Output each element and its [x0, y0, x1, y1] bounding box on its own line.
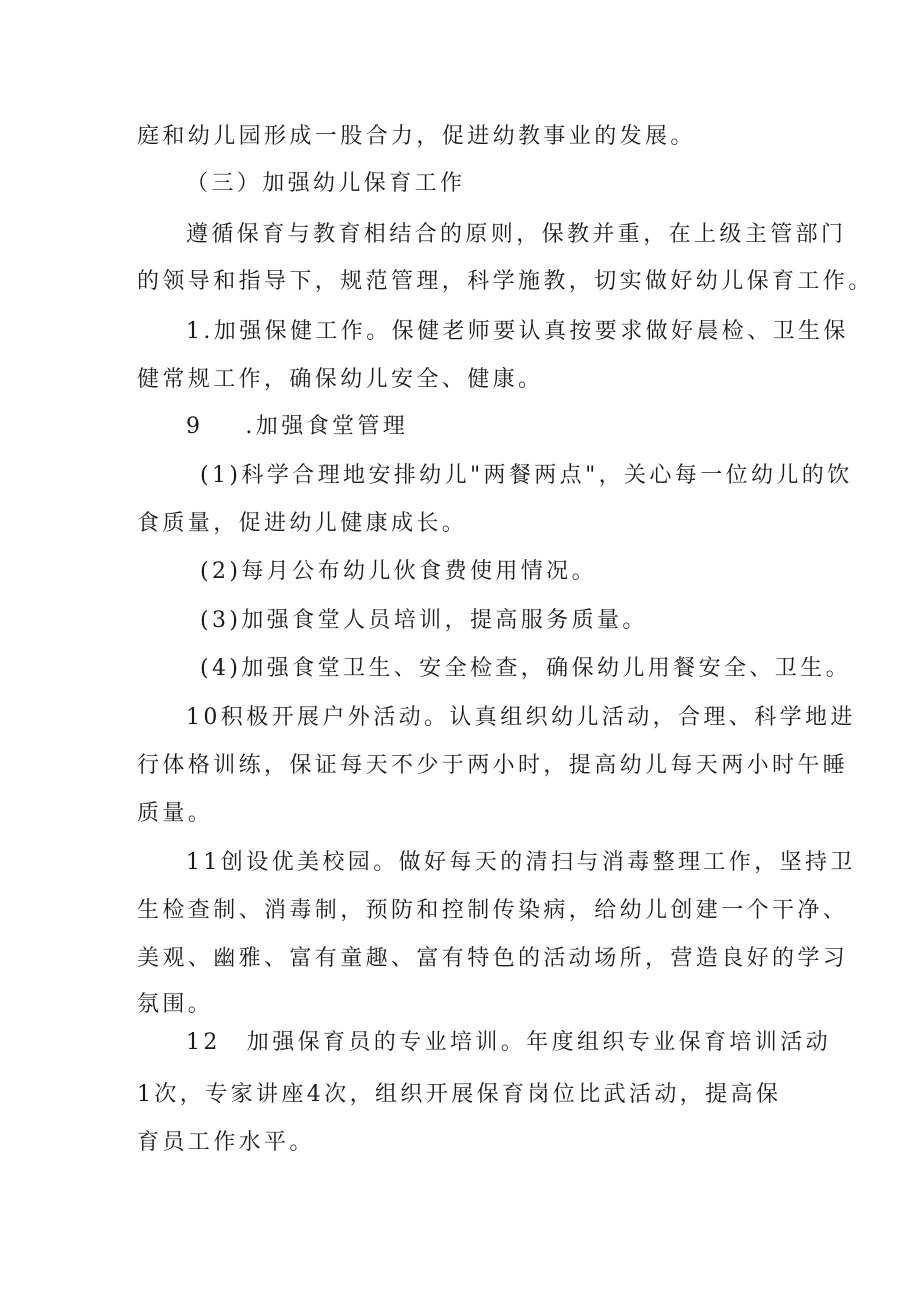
text-line: 庭和幼儿园形成一股合力，促进幼教事业的发展。	[137, 124, 696, 149]
text-line: 氛围。	[137, 992, 214, 1017]
text-line: 11创设优美校园。做好每天的清扫与消毒整理工作，坚持卫	[186, 850, 856, 875]
text-line: (4)加强食堂卫生、安全检查，确保幼儿用餐安全、卫生。	[200, 656, 851, 681]
text-line: 健常规工作，确保幼儿安全、健康。	[137, 367, 544, 392]
text-line: 1次，专家讲座4次，组织开展保育岗位比武活动，提高保	[137, 1082, 782, 1107]
text-line: 质量。	[137, 801, 214, 826]
text-line: 遵循保育与教育相结合的原则，保教并重，在上级主管部门	[186, 222, 847, 247]
text-line: 10积极开展户外活动。认真组织幼儿活动，合理、科学地进	[186, 705, 856, 730]
item-text: .加强食堂管理	[245, 414, 409, 439]
text-line: 的领导和指导下，规范管理，科学施教，切实做好幼儿保育工作。	[137, 269, 874, 294]
text-line: 行体格训练，保证每天不少于两小时，提高幼儿每天两小时午睡	[137, 753, 849, 778]
numbered-heading	[186, 413, 408, 441]
numbered-heading	[186, 1029, 831, 1057]
text-line: (2)每月公布幼儿伙食费使用情况。	[200, 559, 597, 584]
text-line: 育员工作水平。	[137, 1130, 315, 1155]
text-line: (3)加强食堂人员培训，提高服务质量。	[200, 608, 648, 633]
text-line: 生检查制、消毒制，预防和控制传染病，给幼儿创建一个干净、	[137, 898, 849, 923]
text-line: 美观、幽雅、富有童趣、富有特色的活动场所，营造良好的学习	[137, 946, 849, 971]
item-text: 加强保育员的专业培训。年度组织专业保育培训活动	[246, 1030, 831, 1055]
text-line: (1)科学合理地安排幼儿"两餐两点"，关心每一位幼儿的饮	[200, 463, 853, 488]
item-number: 9	[186, 414, 204, 439]
section-heading: （三）加强幼儿保育工作	[186, 171, 466, 196]
text-line: 1.加强保健工作。保健老师要认真按要求做好晨检、卫生保	[186, 319, 849, 344]
item-number: 12	[186, 1030, 221, 1055]
text-line: 食质量，促进幼儿健康成长。	[137, 511, 468, 536]
